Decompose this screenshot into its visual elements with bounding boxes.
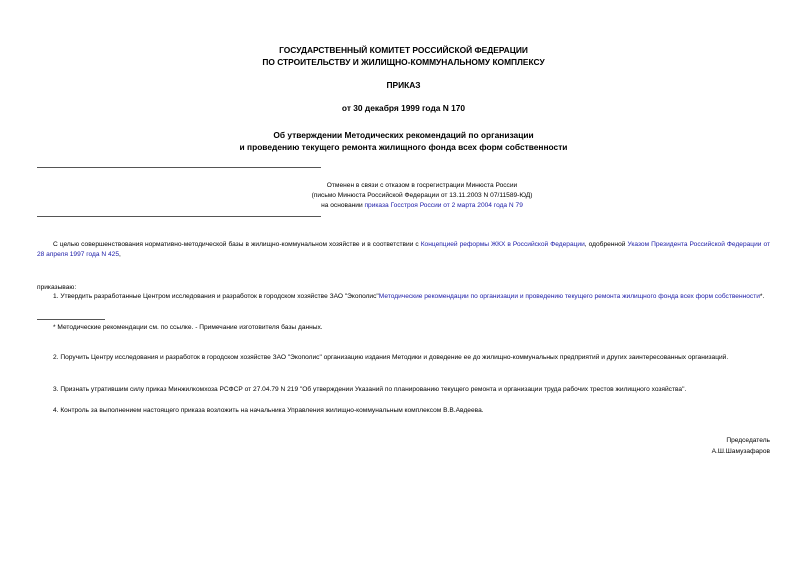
methodical-recommendations-link[interactable]: Методические рекомендации по организации и проведению текущего ремонта жилищного фонда всех форм собственности bbox=[378, 293, 760, 300]
status-bottom-rule bbox=[37, 216, 321, 217]
doc-title-line-2: и проведению текущего ремонта жилищного фонда всех форм собственности bbox=[239, 142, 568, 152]
preamble-paragraph bbox=[37, 240, 770, 260]
signature-role: Председатель bbox=[726, 437, 770, 444]
footnote: * Методические рекомендации см. по ссылке. - Примечание изготовителя базы данных. bbox=[53, 324, 323, 331]
doc-type: ПРИКАЗ bbox=[386, 80, 421, 90]
order-item-1 bbox=[37, 292, 770, 302]
status-line-1: Отменен в связи с отказом в госрегистрации Минюста России bbox=[326, 182, 518, 189]
order-item-1-text: 1. Утвердить разработанные Центром исследования и разработок в городском хозяйстве ЗАО "Экополис" bbox=[53, 293, 379, 300]
order-item-2: 2. Поручить Центру исследования и разработок в городском хозяйстве ЗАО "Экополис" организацию издания Методики и доведение ее до жилищно-коммунальных предприятий и других заинтересованных организаций. bbox=[53, 354, 729, 361]
status-line-3 bbox=[37, 201, 807, 211]
presidential-decree-link[interactable]: Указом Президента Российской Федерации от 28 апреля 1997 года N 425 bbox=[37, 241, 770, 258]
prikazyvayu-label: приказываю: bbox=[37, 284, 77, 291]
status-line-3-prefix: на основании bbox=[321, 202, 365, 209]
order-item-3: 3. Признать утратившим силу приказ Минжилкомхоза РСФСР от 27.04.79 N 219 "Об утверждении Указаний по планированию текущего ремонта и организации труда рабочих трестов жилищного хозяйства". bbox=[53, 386, 687, 393]
status-top-rule bbox=[37, 167, 321, 168]
doc-title-line-1: Об утверждении Методических рекомендаций по организации bbox=[273, 130, 534, 140]
doc-date-number: от 30 декабря 1999 года N 170 bbox=[341, 103, 466, 113]
footnote-rule bbox=[37, 319, 105, 320]
preamble-text-3: , bbox=[119, 251, 121, 258]
preamble-text-1: С целью совершенствования нормативно-методической базы в жилищно-коммунальном хозяйстве и в соответствии с bbox=[53, 241, 421, 248]
preamble-text-2: , одобренной bbox=[584, 241, 628, 248]
header-line-2: ПО СТРОИТЕЛЬСТВУ И ЖИЛИЩНО-КОММУНАЛЬНОМУ КОМПЛЕКСУ bbox=[262, 57, 545, 67]
status-line-2: (письмо Минюста Российской Федерации от 13.11.2003 N 07/11589-ЮД) bbox=[311, 192, 533, 199]
signature-name: А.Ш.Шамузафаров bbox=[711, 448, 770, 455]
concept-reform-link[interactable]: Концепцией реформы ЖКХ в Российской Федерации bbox=[420, 241, 585, 248]
order-item-1-suffix: *. bbox=[759, 293, 765, 300]
header-line-1: ГОСУДАРСТВЕННЫЙ КОМИТЕТ РОССИЙСКОЙ ФЕДЕРАЦИИ bbox=[279, 45, 528, 55]
order-item-4: 4. Контроль за выполнением настоящего приказа возложить на начальника Управления жилищно-коммунальным комплексом В.В.Авдеева. bbox=[53, 407, 484, 414]
repeal-order-link[interactable]: приказа Госстроя России от 2 марта 2004 года N 79 bbox=[364, 202, 523, 209]
